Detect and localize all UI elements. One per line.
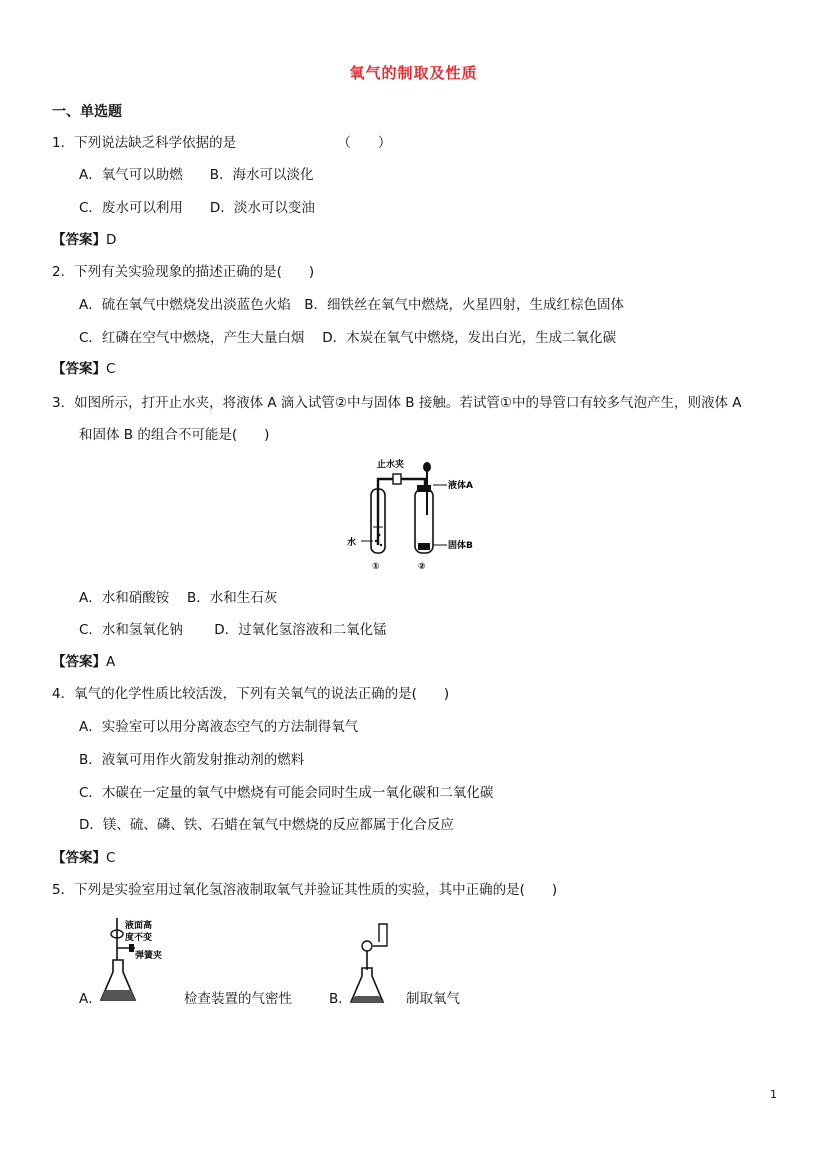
- answer-value: C: [106, 361, 116, 377]
- answer-label: 【答案】: [52, 232, 106, 248]
- q1-options-cd: C．废水可以利用 D．淡水可以变油: [79, 200, 315, 216]
- q2-options-cd: C．红磷在空气中燃烧，产生大量白烟 D．木炭在氧气中燃烧，发出白光，生成二氧化碳: [79, 330, 617, 346]
- spring-clamp-icon: [129, 944, 134, 952]
- fig-a-label-3: 弹簧夹: [135, 951, 163, 961]
- flask-liquid-a: [101, 990, 135, 1000]
- q2-options-ab: A．硫在氧气中燃烧发出淡蓝色火焰 B．细铁丝在氧气中燃烧，火星四射，生成红棕色固体: [79, 297, 624, 313]
- q4-option-b: B．液氧可用作火箭发射推动剂的燃料: [79, 752, 305, 768]
- q2-answer: [52, 360, 115, 378]
- answer-value: C: [106, 850, 116, 866]
- solid-b-label: 固体B: [448, 541, 473, 551]
- page-title: 氧气的制取及性质: [349, 64, 478, 82]
- tube-1-label: ①: [372, 562, 380, 572]
- answer-value: D: [106, 232, 117, 248]
- fig-a-label-2: 度不变: [125, 933, 153, 943]
- q4-option-d: D．镁、硫、磷、铁、石蜡在氧气中燃烧的反应都属于化合反应: [79, 817, 454, 833]
- answer-label: 【答案】: [52, 850, 106, 866]
- q5-figure-b: [345, 912, 405, 1008]
- q3-options-cd: C．水和氢氧化钠 D．过氧化氢溶液和二氧化锰: [79, 622, 387, 638]
- flask-liquid-b: [351, 996, 383, 1002]
- question-5: 5．下列是实验室用过氧化氢溶液制取氧气并验证其性质的实验，其中正确的是( ): [52, 882, 558, 898]
- fig-a-label-1: 液面高: [125, 921, 153, 931]
- q3-options-ab: A．水和硝酸铵 B．水和生石灰: [79, 590, 278, 606]
- tube-2-label: ②: [418, 562, 426, 572]
- question-2: 2．下列有关实验现象的描述正确的是( ): [52, 264, 315, 280]
- question-3-line-2: 和固体 B 的组合不可能是( ): [79, 427, 270, 443]
- q5-option-a-letter: A．: [79, 991, 102, 1007]
- q4-answer: [52, 849, 115, 867]
- q1-options-ab: A．氧气可以助燃 B．海水可以淡化: [79, 167, 314, 183]
- funnel-bulb-icon: [362, 941, 372, 951]
- q3-answer: [52, 653, 115, 671]
- page-number: 1: [770, 1088, 777, 1101]
- question-4: 4．氧气的化学性质比较活泼，下列有关氧气的说法正确的是( ): [52, 686, 450, 702]
- question-1: 1．下列说法缺乏科学依据的是 （ ）: [52, 135, 392, 151]
- delivery-tube-b: [373, 924, 387, 946]
- answer-value: A: [106, 654, 116, 670]
- water-label: 水: [347, 538, 357, 548]
- q5-option-a-caption: 检查装置的气密性: [184, 991, 292, 1007]
- liquid-a-label: 液体A: [448, 481, 473, 491]
- q3-apparatus-figure: [335, 455, 495, 575]
- solid-b-icon: [418, 543, 430, 550]
- section-heading: 一、单选题: [52, 104, 122, 120]
- q5-option-b-caption: 制取氧气: [406, 991, 460, 1007]
- answer-label: 【答案】: [52, 654, 106, 670]
- q4-option-a: A．实验室可以用分离液态空气的方法制得氧气: [79, 719, 359, 735]
- q5-figure-a: [95, 910, 170, 1010]
- q5-option-b-letter: B．: [329, 991, 352, 1007]
- q4-option-c: C．木碳在一定量的氧气中燃烧有可能会同时生成一氧化碳和二氧化碳: [79, 785, 494, 801]
- answer-label: 【答案】: [52, 361, 106, 377]
- question-3-line-1: 3．如图所示，打开止水夹，将液体 A 滴入试管②中与固体 B 接触。若试管①中的导管口有较多气泡产生，则液体 A: [52, 395, 742, 411]
- clamp-icon: [393, 474, 401, 484]
- q1-answer: [52, 231, 116, 249]
- clamp-label: 止水夹: [377, 460, 405, 470]
